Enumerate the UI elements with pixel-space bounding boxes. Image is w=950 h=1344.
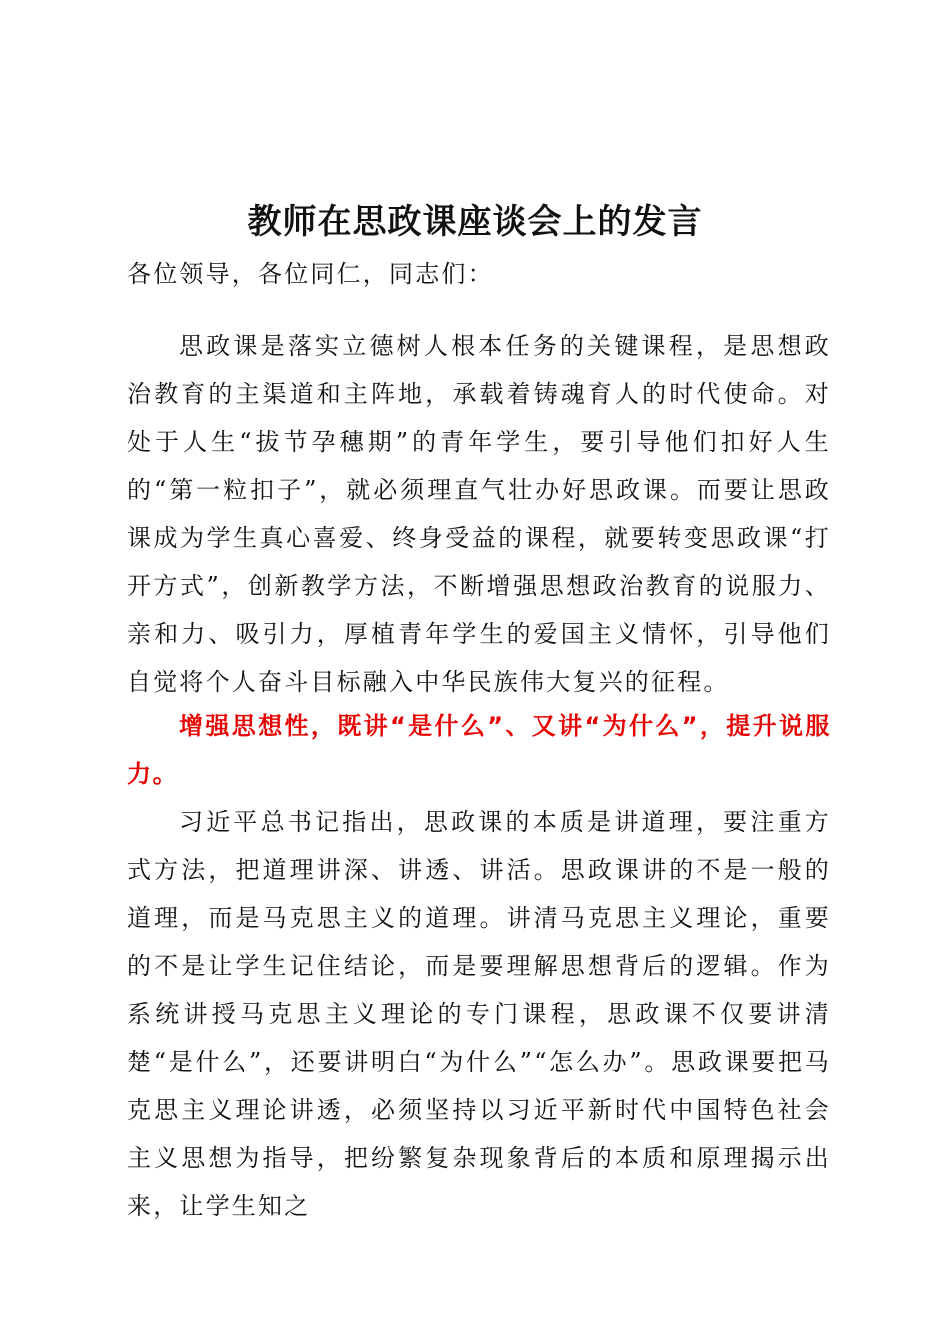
salutation: 各位领导，各位同仁，同志们： (127, 260, 494, 288)
section-heading: 增强思想性，既讲“是什么”、又讲“为什么”，提升说服力。 (127, 712, 831, 788)
document-title: 教师在思政课座谈会上的发言 (247, 202, 703, 242)
paragraph-intro: 思政课是落实立德树人根本任务的关键课程，是思想政治教育的主渠道和主阵地，承载着铸魂育人的时代使命。对处于人生“拔节孕穗期”的青年学生，要引导他们扣好人生的“第一粒扣子”，就必须理直气壮办好思政课。而要让思政课成为学生真心喜爱、终身受益的课程，就要转变思政课“打开方式”，创新教学方法，不断增强思想政治教育的说服力、亲和力、吸引力，厚植青年学生的爱国主义情怀，引导他们自觉将个人奋斗目标融入中华民族伟大复兴的征程。 (127, 332, 831, 696)
paragraph-body: 习近平总书记指出，思政课的本质是讲道理，要注重方式方法，把道理讲深、讲透、讲活。思政课讲的不是一般的道理，而是马克思主义的道理。讲清马克思主义理论，重要的不是让学生记住结论，而是要理解思想背后的逻辑。作为系统讲授马克思主义理论的专门课程，思政课不仅要讲清楚“是什么”，还要讲明白“为什么”“怎么办”。思政课要把马克思主义理论讲透，必须坚持以习近平新时代中国特色社会主义思想为指导，把纷繁复杂现象背后的本质和原理揭示出来，让学生知之 (127, 808, 831, 1220)
